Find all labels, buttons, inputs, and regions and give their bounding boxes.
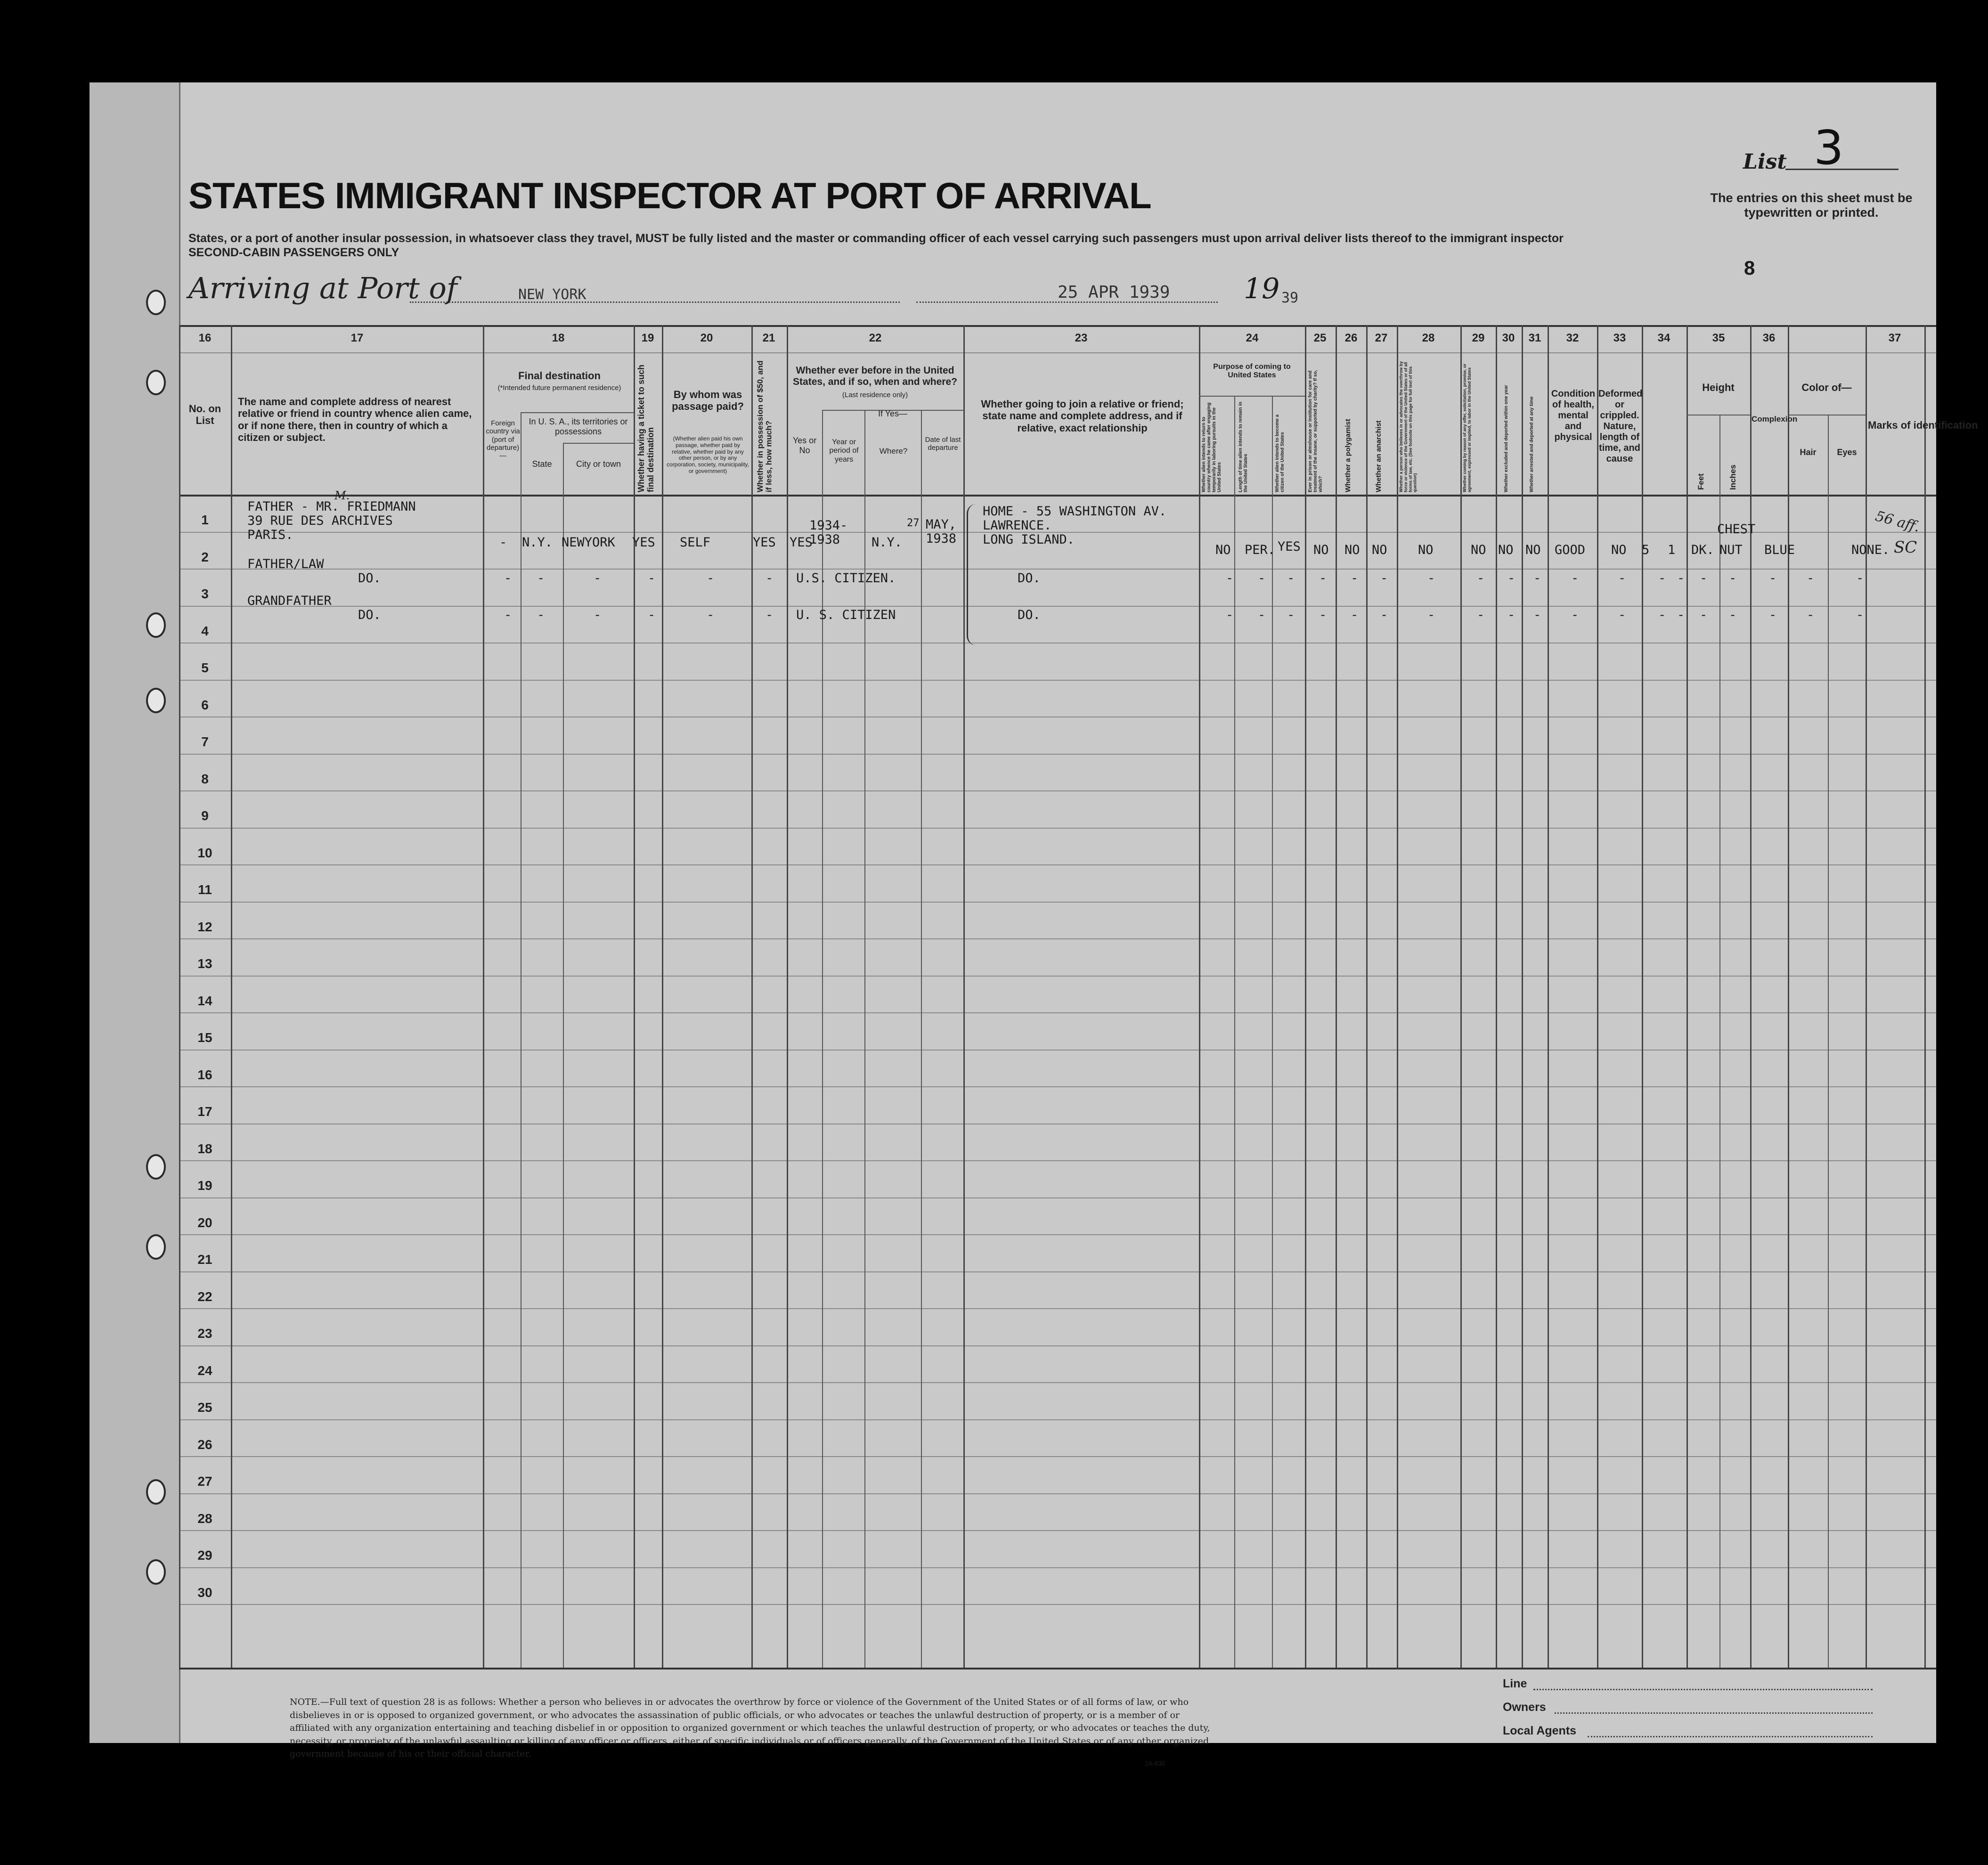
dash-mark: - (1700, 571, 1708, 586)
dash-mark: - (1807, 608, 1815, 622)
header-state: State (532, 459, 552, 469)
line-label: Line (1503, 1677, 1527, 1690)
r1-foreign: - (499, 535, 507, 550)
row-line (179, 1493, 1936, 1494)
dash-mark: - (707, 608, 715, 622)
dash-mark: - (1507, 571, 1515, 586)
row-line (179, 1271, 1936, 1272)
dash-mark: - (1287, 571, 1295, 586)
col-border (1924, 325, 1926, 1668)
dash-mark: - (1807, 571, 1815, 586)
column-number: 26 (1344, 332, 1358, 344)
row-number: 15 (197, 1030, 212, 1045)
column-number: 19 (641, 332, 654, 344)
col-border (1397, 325, 1398, 1668)
col-border (1719, 415, 1720, 1668)
dash-mark: - (1658, 571, 1666, 586)
page-title: STATES IMMIGRANT INSPECTOR AT PORT OF ARRIVAL (188, 175, 1151, 216)
r1-eyes: BLUE (1764, 543, 1795, 557)
dash-mark: - (1351, 608, 1359, 622)
row-line (179, 1197, 1936, 1198)
col-border (921, 410, 922, 1668)
header-anarchist: Whether an anarchist (1375, 420, 1383, 492)
header-usa: In U. S. A., its territories or possessions (529, 417, 628, 436)
dash-mark: - (594, 608, 602, 622)
col-border (231, 325, 232, 1668)
r3-relative-line2: DO. (358, 608, 381, 622)
r1-length: PER. (1245, 543, 1276, 557)
binding-hole (146, 612, 166, 638)
port-value: NEW YORK (518, 286, 587, 303)
header-arrested: Whether arrested and deported at any time (1529, 396, 1534, 492)
r1-join-line3: LONG ISLAND. (983, 532, 1075, 547)
r1-money: YES (753, 535, 776, 550)
header-purpose-return: Whether alien intends to return to country whence he came after engaging temporarily in laboring pursuits in the United States (1201, 402, 1222, 492)
col-border (1305, 325, 1306, 1668)
row-number: 26 (197, 1437, 212, 1452)
column-number: 24 (1246, 332, 1259, 344)
col-border (1366, 325, 1368, 1668)
dash-mark: - (537, 608, 545, 622)
dash-mark: - (1571, 608, 1579, 622)
year-prefix: 19 (1244, 272, 1280, 305)
row-line (179, 976, 1936, 977)
subheader-line (521, 412, 634, 413)
r1-depart-line2: 1938 (926, 531, 957, 546)
entries-note: The entries on this sheet must be typewritten or printed. (1710, 191, 1913, 220)
binding-hole (146, 1234, 166, 1260)
r1-marks: NONE. (1851, 543, 1890, 557)
header-year-period: Year or period of years (829, 438, 859, 464)
dash-mark: - (1729, 571, 1737, 586)
r1-state: N.Y. (522, 535, 553, 550)
row-line (179, 1050, 1936, 1051)
dash-mark: - (1258, 608, 1266, 622)
column-number: 29 (1472, 332, 1485, 344)
header-color-of: Color of— (1801, 382, 1852, 393)
dash-mark: - (1380, 608, 1388, 622)
col-border (864, 410, 865, 1668)
r1-years-line2: 1938 (809, 532, 840, 547)
column-number: 21 (762, 332, 775, 344)
column-number: 28 (1422, 332, 1435, 344)
r1-deformed: NO (1611, 543, 1627, 557)
row-number: 12 (197, 919, 212, 934)
header-passage-paid-note: (Whether alien paid his own passage, whether paid by relative, whether paid by any other person, or by any corporation, society, municipality, or government) (667, 435, 749, 474)
column-number: 36 (1762, 332, 1776, 344)
row-line (179, 1308, 1936, 1309)
column-number-divider (179, 352, 1936, 353)
binding-hole (146, 1479, 166, 1505)
subheader-line (1199, 396, 1305, 397)
header-last-residence: (Last residence only) (842, 391, 908, 399)
header-height: Height (1702, 382, 1735, 393)
row-number: 9 (201, 808, 209, 823)
header-question-28: Whether a person who believes in or advocates the overthrow by force or violence of the Government of the United States or of all forms of law, etc. (See footnote on this page for full text of this question) (1399, 361, 1418, 492)
row-number: 18 (197, 1141, 212, 1156)
row-line (179, 754, 1936, 755)
row-number: 17 (197, 1104, 212, 1119)
col-border (483, 325, 484, 1668)
dash-mark: - (1287, 608, 1295, 622)
header-polygamist: Whether a polygamist (1344, 419, 1352, 492)
col-border (1522, 325, 1523, 1668)
row-number: 27 (197, 1474, 212, 1489)
r1-c30: NO (1498, 543, 1514, 557)
dash-mark: - (1533, 608, 1541, 622)
dash-mark: - (766, 608, 774, 622)
header-hair: Hair (1800, 448, 1817, 457)
dash-mark: - (1533, 571, 1541, 586)
header-excluded: Whether excluded and deported within one year (1504, 385, 1509, 492)
header-purpose: Purpose of coming to United States (1213, 363, 1291, 380)
dash-mark: - (648, 571, 656, 586)
binding-hole (146, 1559, 166, 1585)
header-ever-before: Whether ever before in the United States, and if so, when and where? (793, 365, 957, 388)
col-border (662, 325, 663, 1668)
col-border (563, 443, 564, 1668)
r1-relative-initial: M. (334, 489, 350, 502)
form-number: 14-430 (1145, 1759, 1165, 1767)
col-border (1336, 325, 1337, 1668)
r3-relative-line1: GRANDFATHER (247, 594, 332, 608)
local-agents-label: Local Agents (1503, 1724, 1577, 1737)
dash-mark: - (504, 608, 512, 622)
header-where: Where? (879, 447, 908, 456)
dash-mark: - (707, 571, 715, 586)
dash-mark: - (1226, 571, 1234, 586)
header-health: Condition of health, mental and physical (1551, 389, 1596, 442)
binding-stub (90, 82, 180, 1743)
row-number: 22 (197, 1289, 212, 1304)
row-number: 10 (197, 845, 212, 860)
column-number: 35 (1712, 332, 1725, 344)
header-purpose-citizen: Whether alien intends to become a citizen of the United States (1275, 414, 1285, 492)
header-last-departure: Date of last departure (925, 436, 961, 452)
column-number: 20 (700, 332, 713, 344)
header-purpose-length: Length of time alien intends to remain in the United States (1238, 401, 1248, 492)
row-number: 11 (198, 882, 212, 897)
col-border (1548, 325, 1549, 1668)
r1-hair-line2: NUT (1719, 543, 1743, 557)
column-number: 30 (1502, 332, 1515, 344)
dash-mark: - (1658, 608, 1666, 622)
row-number: 3 (201, 586, 209, 601)
header-join-relative: Whether going to join a relative or friend; state name and complete address, and if relative, exact relationship (981, 398, 1184, 434)
row-number: 7 (201, 734, 209, 749)
dash-mark: - (504, 571, 512, 586)
column-number: 25 (1313, 332, 1327, 344)
row-line (179, 1604, 1936, 1605)
join-bracket (967, 504, 977, 645)
r3-join: DO. (1018, 608, 1041, 622)
r1-health: GOOD (1555, 543, 1586, 557)
dash-mark: - (1769, 608, 1777, 622)
header-yes-no: Yes or No (792, 436, 817, 455)
col-border (1788, 325, 1789, 1668)
header-relative-abroad: The name and complete address of nearest relative or friend in country whence alien came, or if none there, then in country of which a citizen or subject. (238, 396, 472, 443)
col-border (1642, 325, 1643, 1668)
owners-field (1555, 1712, 1873, 1714)
dash-mark: - (1677, 571, 1685, 586)
header-bottom-border (179, 495, 1936, 497)
r1-prison: NO (1313, 543, 1329, 557)
class-label: SECOND-CABIN PASSENGERS ONLY (188, 246, 399, 259)
row-number: 19 (197, 1178, 212, 1193)
binding-hole (146, 1154, 166, 1180)
col-border (1234, 396, 1235, 1668)
dash-mark: - (1351, 571, 1359, 586)
r1-join-line1: HOME - 55 WASHINGTON AV. (983, 504, 1167, 519)
dash-mark: - (1769, 571, 1777, 586)
row-line (179, 1012, 1936, 1013)
r1-citizen: YES (1278, 539, 1301, 554)
dash-mark: - (1856, 608, 1864, 622)
header-inches: Inches (1728, 464, 1737, 490)
manifest-table (179, 325, 1978, 1668)
column-number: 34 (1657, 332, 1670, 344)
list-label: List (1743, 150, 1787, 174)
col-border (1828, 415, 1829, 1668)
col-border (751, 325, 753, 1668)
row-line (179, 1086, 1936, 1087)
r1-hair-line1: CHEST (1717, 522, 1756, 537)
r1-anarchist: NO (1372, 543, 1387, 557)
r1-depart-day: 27 (907, 517, 920, 529)
dash-mark: - (1618, 571, 1626, 586)
r1-join-line2: LAWRENCE. (983, 518, 1052, 533)
column-number: 33 (1613, 332, 1626, 344)
row-number: 24 (197, 1363, 212, 1378)
row-number: 23 (197, 1326, 212, 1341)
col-border (1866, 325, 1867, 1668)
dash-mark: - (1477, 608, 1485, 622)
dash-mark: - (1677, 608, 1685, 622)
row-line (179, 790, 1936, 791)
r2-relative-line2: DO. (358, 571, 381, 586)
local-agents-field (1588, 1736, 1873, 1737)
r1-before: YES (790, 535, 813, 550)
header-ticket: Whether having a ticket to such final destination (636, 364, 655, 492)
r1-inches: 1 (1668, 543, 1676, 557)
date-stamp: 25 APR 1939 (1058, 283, 1170, 302)
owners-label: Owners (1503, 1701, 1546, 1714)
header-passage-paid: By whom was passage paid? (672, 389, 744, 413)
row-line (179, 938, 1936, 939)
footnote-question-28: NOTE.—Full text of question 28 is as follows: Whether a person who believes in or advocates the overthrow by force or violence of the Government of the United States or of all forms of law, or who disbelieves in or is opposed to organized government, or who advocates the assassination of public officials, or who advocates or teaches the unlawful destruction of property, or is a member of or affiliated with any organization entertaining and teaching disbelief in or opposition to organized government or which teaches the unlawful destruction of property, or who advocates or teaches the duty, necessity, or propriety of the unlawful assaulting or killing of any officer or officers, either of specific individuals or of officers generally, of the Government of the United States or of any other organized government because of his or their official character. (290, 1697, 1210, 1759)
row-number: 4 (201, 623, 209, 638)
dash-mark: - (1507, 608, 1515, 622)
header-labor-offer: Whether coming by reason of any offer, solicitation, promise, or agreement, expressed or implied, to labor in the United States (1462, 363, 1472, 492)
row-line (179, 680, 1936, 681)
row-number: 25 (197, 1400, 212, 1415)
r1-years-line1: 1934- (809, 518, 848, 533)
header-eyes: Eyes (1837, 448, 1857, 457)
row-number: 5 (201, 660, 209, 675)
header-if-yes: If Yes— (878, 409, 908, 418)
row-number: 8 (201, 771, 209, 786)
header-city: City or town (576, 459, 621, 469)
dash-mark: - (1258, 571, 1266, 586)
column-number: 16 (198, 332, 212, 344)
table-bottom-border (179, 1668, 1936, 1670)
row-line (179, 1567, 1936, 1568)
row-line (179, 606, 1936, 607)
header-marks: Marks of identification (1868, 419, 1978, 431)
dash-mark: - (766, 571, 774, 586)
dash-mark: - (648, 608, 656, 622)
dash-mark: - (1477, 571, 1485, 586)
r1-depart-line1: MAY, (926, 517, 957, 532)
binding-hole (146, 370, 166, 395)
col-border (1460, 325, 1462, 1668)
header-complexion: Complexion (1752, 415, 1798, 423)
row-number: 2 (201, 549, 209, 564)
row-number: 30 (197, 1585, 212, 1600)
arriving-label: Arriving at Port of (188, 271, 457, 305)
binding-hole (146, 688, 166, 713)
row-number: 29 (197, 1548, 212, 1563)
dash-mark: - (1319, 571, 1327, 586)
row-number: 16 (197, 1067, 212, 1082)
dash-mark: - (1571, 571, 1579, 586)
column-number: 27 (1375, 332, 1388, 344)
dash-mark: - (1380, 571, 1388, 586)
row-number: 13 (197, 956, 212, 971)
col-border (634, 325, 635, 1668)
row-line (179, 569, 1936, 570)
r1-paid: SELF (680, 535, 711, 550)
r1-marks-handwritten: SC (1894, 538, 1917, 557)
header-foreign-country: Foreign country via (port of departure)— (486, 419, 520, 460)
header-deformed: Deformed or crippled. Nature, length of time, and cause (1598, 389, 1643, 464)
subheader-line (563, 443, 634, 444)
column-number: 17 (350, 332, 364, 344)
row-line (179, 1530, 1936, 1531)
header-feet: Feet (1696, 473, 1705, 490)
row-line (179, 828, 1936, 829)
dash-mark: - (1729, 608, 1737, 622)
header-fifty-dollars: Whether in possession of $50, and if less, how much? (756, 360, 774, 492)
r1-city: NEWYORK (562, 535, 615, 550)
r1-polygamist: NO (1344, 543, 1360, 557)
row-line (179, 1419, 1936, 1420)
sheet-number: 8 (1744, 257, 1755, 279)
header-no-on-list: No. on List (188, 403, 221, 427)
r1-ticket: YES (632, 535, 655, 550)
row-line (179, 1456, 1936, 1457)
r1-c29: NO (1471, 543, 1486, 557)
subtitle: States, or a port of another insular possession, in whatsoever class they travel, MUST be fully listed and the master or commanding officer of each vessel carrying such passengers must upon arrival deliver lists thereof to the immigrant inspector (188, 232, 1564, 245)
col-border (1597, 325, 1598, 1668)
col-border (1687, 325, 1688, 1668)
header-final-destination: Final destination (518, 370, 601, 382)
r2-relative-line1: FATHER/LAW (247, 557, 324, 571)
r1-relative-line2: 39 RUE DES ARCHIVES (247, 513, 393, 528)
dash-mark: - (1856, 571, 1864, 586)
r1-feet: 5 (1642, 543, 1650, 557)
header-prison: Ever in prison or almshouse or institution for care and treatment of the insane, or supported by charity? If so, which? (1308, 370, 1323, 492)
r1-complexion: DK. (1691, 543, 1714, 557)
column-number: 32 (1566, 332, 1579, 344)
column-number: 18 (552, 332, 565, 344)
row-number: 1 (201, 513, 209, 527)
row-line (179, 864, 1936, 865)
r1-return: NO (1215, 543, 1231, 557)
row-line (179, 1160, 1936, 1161)
col-border (787, 325, 788, 1668)
col-border (1272, 396, 1273, 1668)
dash-mark: - (1427, 608, 1435, 622)
col-border (963, 325, 965, 1668)
row-line (179, 1234, 1936, 1235)
binding-hole (146, 290, 166, 315)
r1-c31: NO (1525, 543, 1541, 557)
r1-margin-handwritten: 56 aff. (1874, 508, 1922, 536)
r1-c28: NO (1418, 543, 1434, 557)
row-line (179, 1345, 1936, 1346)
row-line (179, 902, 1936, 903)
r1-where: N.Y. (872, 535, 903, 550)
col-border (1496, 325, 1497, 1668)
row-line (179, 1382, 1936, 1383)
col-border (1199, 325, 1200, 1668)
header-final-destination-note: (*Intended future permanent residence) (497, 384, 621, 392)
dash-mark: - (1427, 571, 1435, 586)
list-number: 3 (1814, 120, 1844, 175)
col-border (822, 410, 823, 1668)
row-number: 28 (197, 1511, 212, 1526)
row-number: 20 (197, 1215, 212, 1230)
r3-citizen: U. S. CITIZEN (796, 608, 896, 622)
dash-mark: - (1618, 608, 1626, 622)
dash-mark: - (594, 571, 602, 586)
r2-citizen: U.S. CITIZEN. (796, 571, 896, 586)
dash-mark: - (537, 571, 545, 586)
row-number: 6 (201, 697, 209, 712)
column-number: 31 (1528, 332, 1541, 344)
dash-mark: - (1319, 608, 1327, 622)
r1-relative-line1: FATHER - MR. FRIEDMANN (247, 499, 416, 514)
column-number: 37 (1888, 332, 1901, 344)
table-top-border (179, 325, 1936, 327)
column-number: 23 (1075, 332, 1088, 344)
row-number: 14 (197, 993, 212, 1008)
r2-join: DO. (1018, 571, 1041, 586)
line-field (1533, 1689, 1873, 1690)
port-line (410, 301, 900, 303)
year-suffix: 39 (1281, 290, 1299, 306)
r1-relative-line3: PARIS. (247, 528, 293, 542)
dash-mark: - (1226, 608, 1234, 622)
dash-mark: - (1700, 608, 1708, 622)
row-number: 21 (197, 1252, 212, 1267)
column-number: 22 (869, 332, 882, 344)
